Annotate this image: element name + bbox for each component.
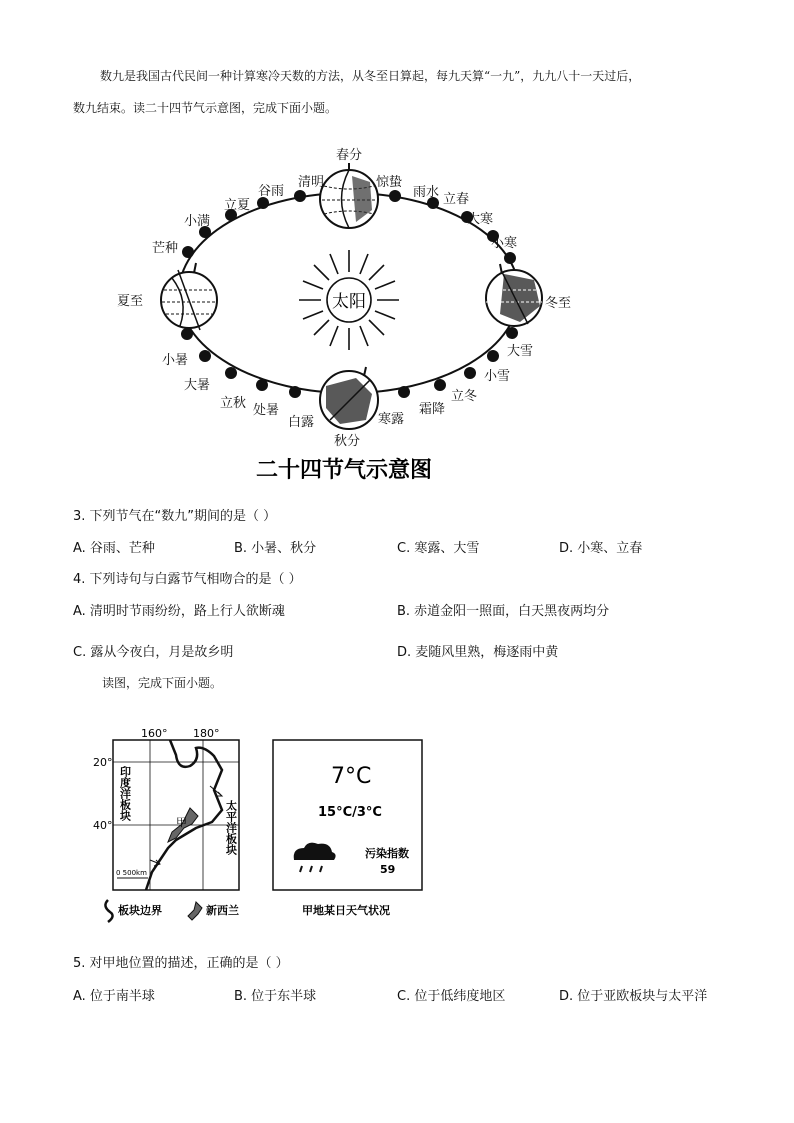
question-4-option-b[interactable]: B. 赤道金阳一照面，白天黑夜两均分 bbox=[397, 604, 610, 619]
term-label: 谷雨 bbox=[258, 184, 285, 199]
figure-title: 二十四节气示意图 bbox=[255, 458, 433, 483]
term-label: 立春 bbox=[443, 192, 470, 207]
legend-boundary-label: 板块边界 bbox=[118, 904, 162, 917]
term-label: 处暑 bbox=[253, 403, 280, 418]
question-3-option-a[interactable]: A. 谷雨、芒种 bbox=[73, 541, 155, 556]
lat-label-40: 40° bbox=[93, 819, 113, 832]
earth-icon-autumn bbox=[320, 367, 378, 429]
question-5-option-b[interactable]: B. 位于东半球 bbox=[234, 989, 317, 1004]
plate-label-left: 印度洋板块 bbox=[118, 766, 132, 821]
term-label: 秋分 bbox=[334, 434, 361, 449]
pollution-value: 59 bbox=[380, 863, 396, 876]
term-label: 雨水 bbox=[413, 185, 440, 200]
term-label: 寒露 bbox=[378, 412, 405, 427]
map-weather-figure bbox=[0, 700, 794, 940]
read-prompt: 读图，完成下面小题。 bbox=[102, 676, 223, 690]
pollution-label: 污染指数 bbox=[365, 847, 409, 860]
map-scale: 0 500km bbox=[116, 869, 147, 877]
term-label: 夏至 bbox=[117, 294, 144, 309]
term-label: 清明 bbox=[298, 175, 325, 190]
question-3-stem: 3. 下列节气在“数九”期间的是（ ） bbox=[73, 509, 277, 524]
lat-label-20: 20° bbox=[93, 756, 113, 769]
weather-temperature: 7°C bbox=[331, 764, 372, 789]
earth-icon-summer bbox=[161, 263, 217, 330]
term-label: 芒种 bbox=[152, 241, 179, 256]
intro-line-2: 数九结束。读二十四节气示意图，完成下面小题。 bbox=[73, 101, 338, 115]
legend-boundary-icon bbox=[105, 900, 112, 922]
question-5-option-a[interactable]: A. 位于南半球 bbox=[73, 989, 155, 1004]
question-3-option-b[interactable]: B. 小暑、秋分 bbox=[234, 541, 317, 556]
intro-line-1: 数九是我国古代民间一种计算寒冷天数的方法，从冬至日算起，每九天算“一九”，九九八十一天过后， bbox=[100, 69, 641, 83]
question-4-option-a[interactable]: A. 清明时节雨纷纷，路上行人欲断魂 bbox=[73, 604, 285, 619]
question-5-option-d[interactable]: D. 位于亚欧板块与太平洋 bbox=[559, 989, 708, 1004]
question-5-stem: 5. 对甲地位置的描述，正确的是（ ） bbox=[73, 956, 289, 971]
term-label: 小满 bbox=[184, 214, 211, 229]
lon-label-180: 180° bbox=[193, 727, 220, 740]
term-label: 霜降 bbox=[419, 402, 446, 417]
earth-icon-winter bbox=[486, 264, 542, 326]
legend-new-zealand-icon bbox=[188, 902, 202, 920]
question-3-option-d[interactable]: D. 小寒、立春 bbox=[559, 541, 643, 556]
plate-label-right: 太平洋板块 bbox=[224, 800, 238, 855]
term-label: 惊蛰 bbox=[376, 175, 403, 190]
solar-terms-diagram bbox=[0, 0, 794, 500]
sun-label: 太阳 bbox=[332, 292, 366, 312]
weather-caption: 甲地某日天气状况 bbox=[302, 904, 390, 917]
term-label: 小暑 bbox=[162, 353, 189, 368]
term-label: 春分 bbox=[336, 148, 363, 163]
term-label: 大寒 bbox=[467, 212, 494, 227]
term-label: 大暑 bbox=[184, 378, 211, 393]
question-3-option-c[interactable]: C. 寒露、大雪 bbox=[397, 541, 480, 556]
term-label: 立秋 bbox=[220, 396, 247, 411]
lon-label-160: 160° bbox=[141, 727, 168, 740]
place-label-jia: 甲 bbox=[176, 816, 187, 829]
term-label: 小寒 bbox=[491, 236, 518, 251]
term-label: 白露 bbox=[288, 415, 315, 430]
term-label: 大雪 bbox=[507, 344, 534, 359]
legend-new-zealand-label: 新西兰 bbox=[206, 904, 239, 917]
map-frame bbox=[113, 740, 239, 890]
question-4-stem: 4. 下列诗句与白露节气相吻合的是（ ） bbox=[73, 572, 302, 587]
question-4-option-d[interactable]: D. 麦随风里熟，梅逐雨中黄 bbox=[397, 645, 559, 660]
weather-temp-range: 15°C/3°C bbox=[318, 805, 382, 820]
term-label: 立夏 bbox=[224, 198, 251, 213]
term-label: 冬至 bbox=[545, 296, 572, 311]
earth-icon-spring bbox=[320, 163, 378, 228]
term-label: 立冬 bbox=[451, 389, 478, 404]
term-label: 小雪 bbox=[484, 369, 511, 384]
question-5-option-c[interactable]: C. 位于低纬度地区 bbox=[397, 989, 506, 1004]
question-4-option-c[interactable]: C. 露从今夜白，月是故乡明 bbox=[73, 645, 234, 660]
